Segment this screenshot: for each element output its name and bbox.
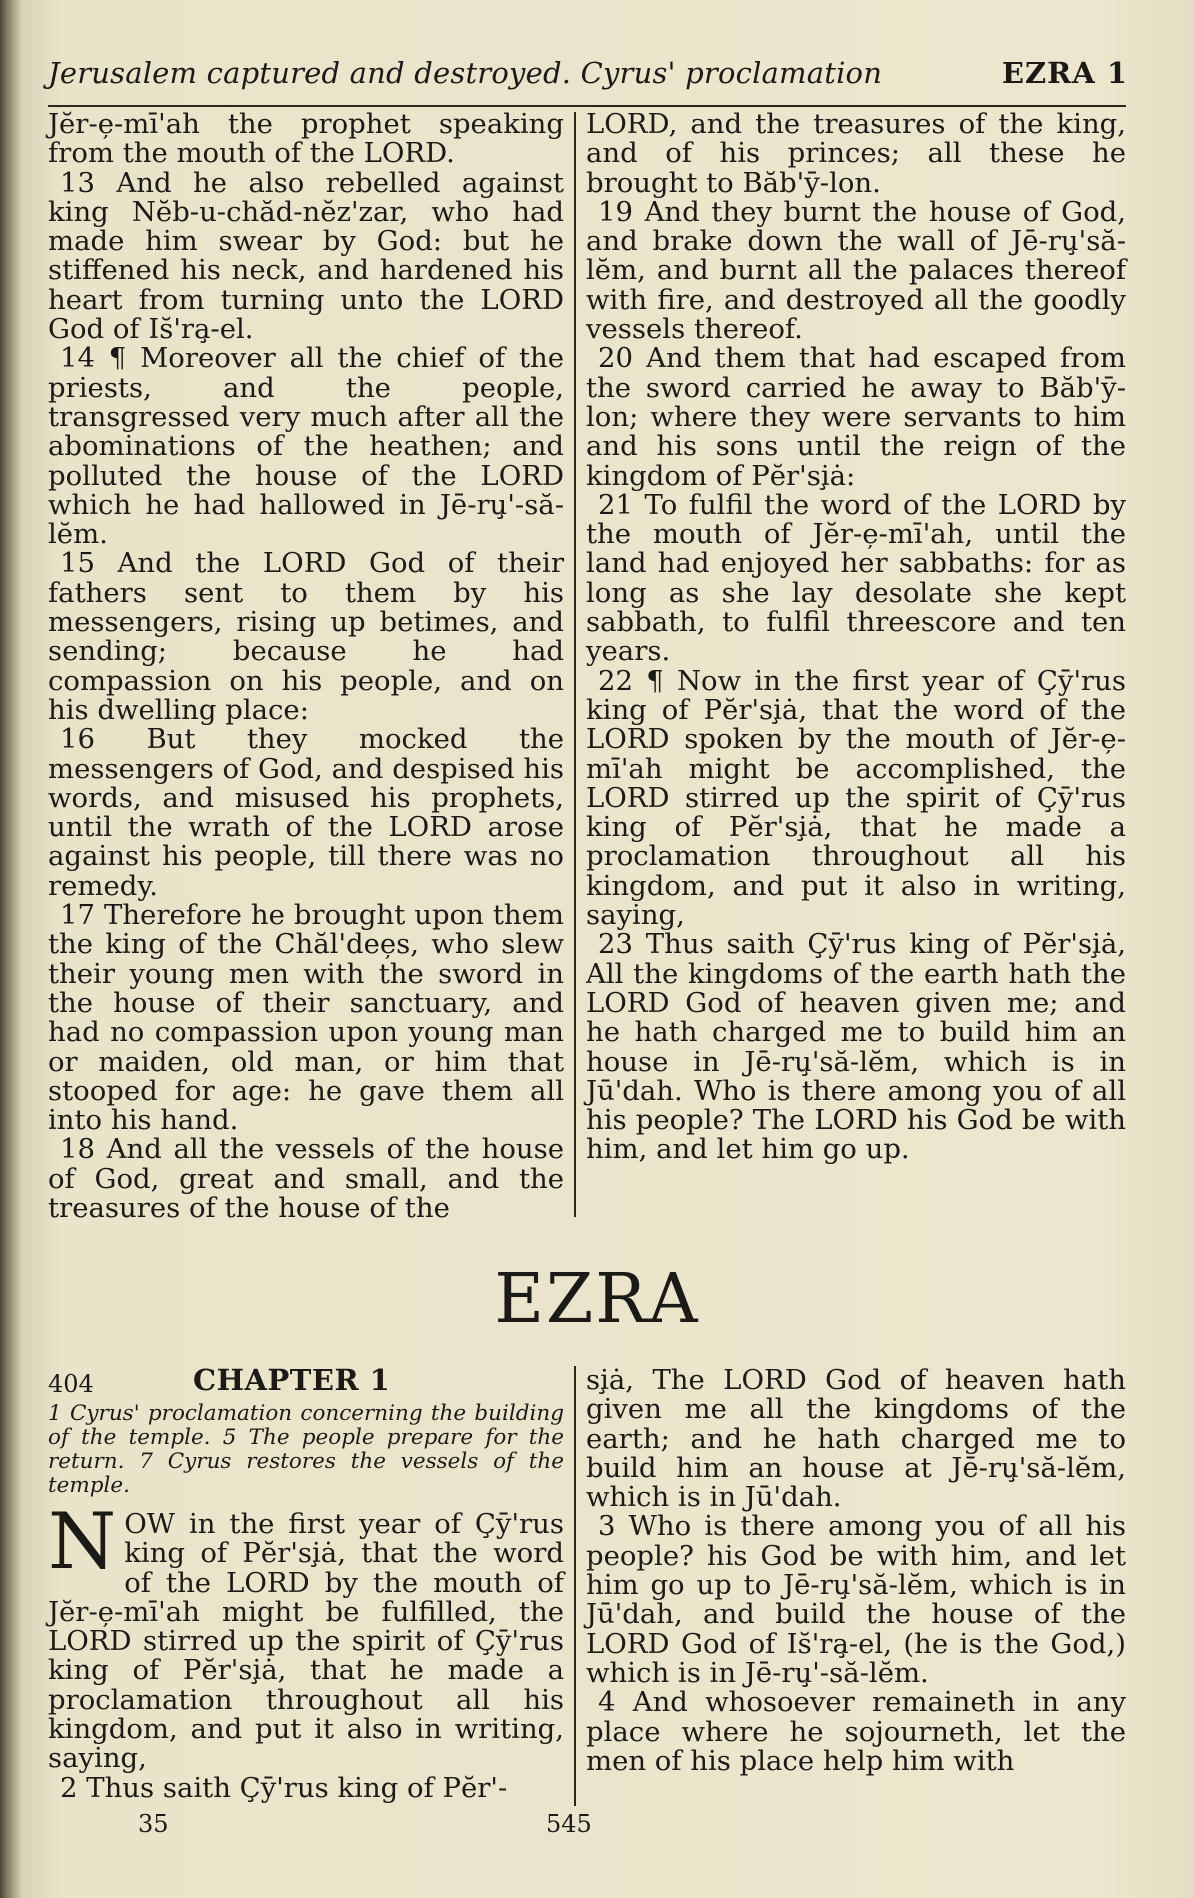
verse-paragraph: 23 Thus saith Çȳ'rus king of Pĕr'si̧ȧ, All the kingdoms of the earth hath the LORD God of heaven given me; and he hath charged me to build him an house in Jē-ru̧'să-lĕm, which is in Jū'dah. Who is there among you of all his people? The LORD his God be with him, and let him go up. <box>586 928 1126 1166</box>
page-reference: 404 <box>48 1370 94 1398</box>
drop-cap: N <box>48 1497 117 1587</box>
verse-paragraph: 13 And he also rebelled against king Nĕb-u-chăd-nĕz'zar, who had made him swear by God: but he stiffened his neck, and hardened his heart from turning unto the LORD God of Is̆'ra̧-el. <box>48 166 564 346</box>
column-2chronicles-right <box>586 110 1126 1165</box>
verse-paragraph: 15 And the LORD God of their fathers sent to them by his messengers, rising up betimes, and sending; because he had compassion on his people, and on his dwelling place: <box>48 547 564 726</box>
verse-paragraph: Jĕr-e̦-mī'ah the prophet speaking from the mouth of the LORD. <box>48 108 564 170</box>
verse-paragraph: 2 Thus saith Çȳ'rus king of Pĕr'- <box>60 1771 508 1804</box>
footer-signature: 35 <box>138 1810 169 1838</box>
column-divider <box>574 1366 576 1806</box>
verse-paragraph: 19 And they burnt the house of God, and brake down the wall of Jē-ru̧'să-lĕm, and burnt all the palaces thereof with fire, and destroyed all the goodly vessels thereof. <box>586 195 1126 346</box>
verse-paragraph: 3 Who is there among you of all his people? his God be with him, and let him go up to Jē-ru̧'să-lĕm, which is in Jū'dah, and build the house of the LORD God of Is̆'ra̧-el, (he is the God,) which is in Jē-ru̧'-să-lĕm. <box>586 1510 1126 1689</box>
verse-paragraph: 18 And all the vessels of the house of God, great and small, and the treasures of the house of the <box>48 1133 564 1224</box>
page-number: 545 <box>546 1810 592 1838</box>
chapter-heading: CHAPTER 1 <box>193 1363 391 1397</box>
book-title: EZRA <box>494 1260 700 1339</box>
chapter-heading-line <box>48 1363 564 1400</box>
verse-paragraph: 14 ¶ Moreover all the chief of the priests, and the people, transgressed very much after all the abominations of the heathen; and polluted the house of the LORD which he had hallowed in Jē-ru̧'-să-lĕm. <box>48 342 564 551</box>
header-rule <box>48 105 1126 107</box>
verse-paragraph: 4 And whosoever remaineth in any place where he sojourneth, let the men of his place help him with <box>586 1686 1126 1777</box>
column-ezra-right <box>586 1366 1126 1776</box>
verse-paragraph: 20 And them that had escaped from the sword carried he away to Băb'ȳ-lon; where they were servants to him and his sons until the reign of the kingdom of Pĕr'si̧ȧ: <box>586 342 1126 492</box>
verse-paragraph: 21 To fulfil the word of the LORD by the mouth of Jĕr-e̦-mī'ah, until the land had enjoyed her sabbaths: for as long as she lay desolate she kept sabbath, to fulfil threescore and ten years. <box>586 488 1126 668</box>
verse-paragraph: 17 Therefore he brought upon them the king of the Chăl'dee̦s, who slew their young men with the sword in the house of their sanctuary, and had no compassion upon young man or maiden, old man, or him that stooped for age: he gave them all into his hand. <box>48 899 564 1137</box>
column-2chronicles-left <box>48 110 564 1223</box>
verse-paragraph: si̧ȧ, The LORD God of heaven hath given me all the kingdoms of the earth; and he hath charged me to build him an house at Jē-ru̧'să-lĕm, which is in Jū'dah. <box>586 1364 1126 1514</box>
verse-1-text: OW in the first year of Çȳ'rus king of Pĕr'si̧ȧ, that the word of the LORD by the mouth of Jĕr-e̦-mī'ah might be fulfilled, the LORD stirred up the spirit of Çȳ'rus king of Pĕr'si̧ȧ, that he made a proclamation throughout all his kingdom, and put it also in writing, saying, <box>48 1508 564 1775</box>
chapter-summary: 1 Cyrus' proclamation concerning the building of the temple. 5 The people prepare for the return. 7 Cyrus restores the vessels of the temple. <box>48 1401 564 1498</box>
header-topic: Jerusalem captured and destroyed. Cyrus' proclamation <box>48 56 883 90</box>
verse-paragraph <box>48 1497 564 1775</box>
verse-paragraph: 16 But they mocked the messengers of God, and despised his words, and misused his prophets, until the wrath of the LORD arose against his people, till there was no remedy. <box>48 723 564 902</box>
verse-paragraph: LORD, and the treasures of the king, and of his princes; all these he brought to Băb'ȳ-lon. <box>586 108 1126 199</box>
running-header <box>48 56 1128 100</box>
column-divider <box>574 112 576 1217</box>
verse-paragraph: 22 ¶ Now in the first year of Çȳ'rus king of Pĕr'si̧ȧ, that the word of the LORD spoken by the mouth of Jĕr-e̦-mī'ah might be accomplished, the LORD stirred up the spirit of Çȳ'rus king of Pĕr'si̧ȧ, that he made a proclamation throughout all his kingdom, and put it also in writing, saying, <box>586 664 1126 932</box>
column-ezra-left <box>48 1363 564 1804</box>
header-book-chapter: EZRA 1 <box>1001 56 1128 90</box>
